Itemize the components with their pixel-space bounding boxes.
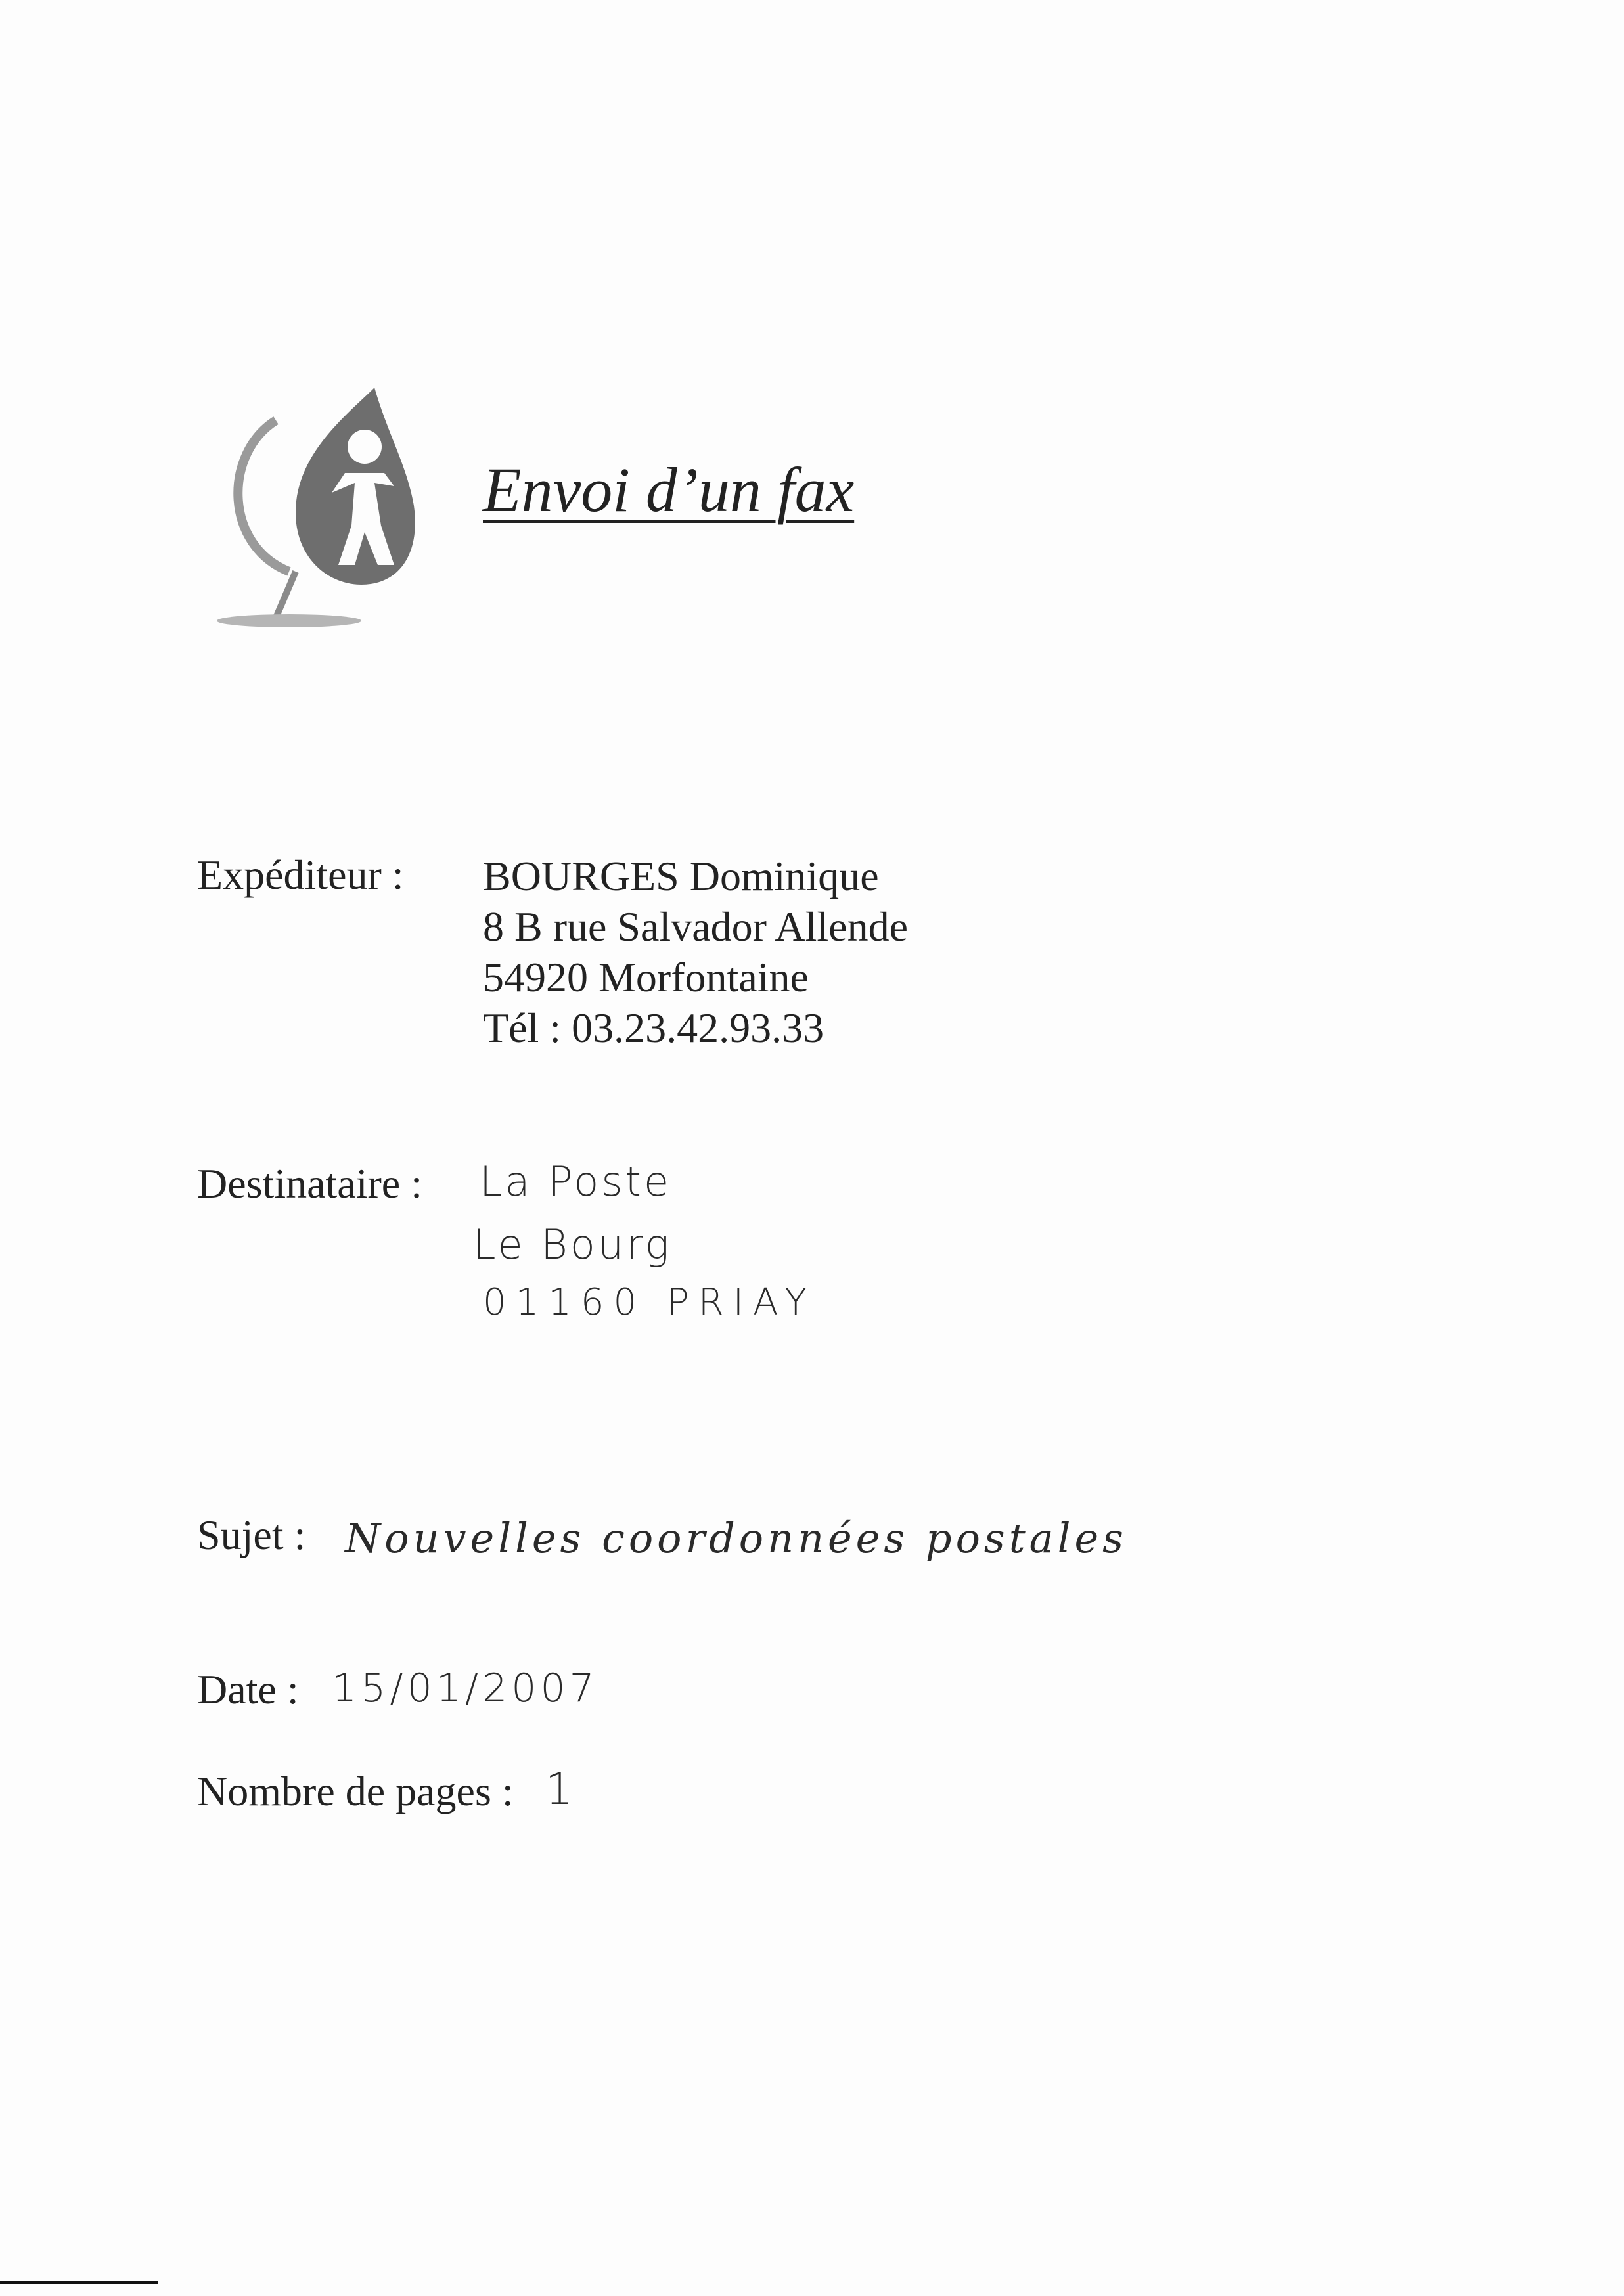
recipient-street: Le Bourg xyxy=(473,1221,672,1269)
subject-label: Sujet : xyxy=(197,1512,306,1558)
page-title: Envoi d’un fax xyxy=(483,455,855,525)
recipient-name: La Poste xyxy=(480,1158,672,1205)
pages-label: Nombre de pages : xyxy=(197,1768,514,1814)
logo xyxy=(197,374,434,637)
sender-block xyxy=(483,851,908,1053)
date-label: Date : xyxy=(197,1666,299,1713)
sender-name: BOURGES Dominique xyxy=(483,853,879,899)
sender-street: 8 B rue Salvador Allende xyxy=(483,903,908,950)
sender-label: Expéditeur : xyxy=(197,851,404,898)
sender-city: 54920 Morfontaine xyxy=(483,954,809,1001)
subject-value: Nouvelles coordonnées postales xyxy=(345,1514,1127,1562)
pages-value: 1 xyxy=(545,1764,575,1814)
date-value: 15/01/2007 xyxy=(332,1665,598,1711)
logo-drop-figure-icon xyxy=(197,374,434,637)
recipient-label: Destinataire : xyxy=(197,1160,422,1207)
sender-phone: Tél : 03.23.42.93.33 xyxy=(483,1004,824,1051)
scan-edge-line xyxy=(0,2281,158,2284)
recipient-city: 01160 PRIAY xyxy=(483,1281,817,1324)
